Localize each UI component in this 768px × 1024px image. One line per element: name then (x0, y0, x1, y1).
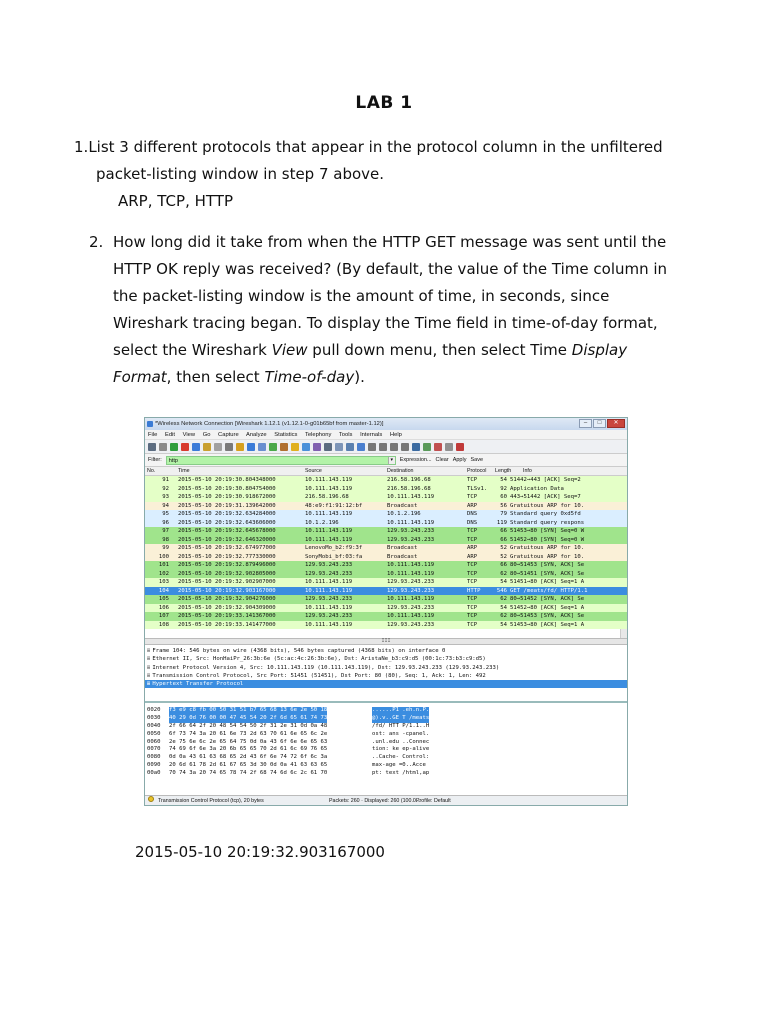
page-title: LAB 1 (355, 93, 413, 113)
bytes-ascii[interactable]: .unl.edu ..Connec (372, 738, 430, 745)
packet-info-cell: 51453→80 [SYN] Seq=0 W (510, 528, 585, 534)
column-header-length[interactable]: Length (495, 468, 512, 474)
toolbar-button-icon[interactable] (258, 443, 266, 451)
packet-source-cell: 129.93.243.233 (305, 596, 353, 602)
packet-protocol-cell: DNS (467, 519, 478, 526)
status-protocol: Transmission Control Protocol (tcp), 20 bytes (158, 798, 264, 804)
packet-source-cell: 10.1.2.196 (305, 519, 339, 526)
packet-time-cell: 2015-05-10 20:19:32.777330000 (178, 553, 276, 560)
packet-protocol-cell: TCP (467, 536, 478, 543)
packet-length-cell: 54 (500, 477, 507, 483)
column-header-protocol[interactable]: Protocol (467, 468, 487, 474)
packet-no-cell: 108 (158, 621, 169, 628)
filter-label: Filter: (148, 457, 162, 463)
bytes-ascii[interactable]: /fd/ HTT P/1.1..H (372, 722, 430, 729)
packet-info-cell: 51453→80 [ACK] Seq=1 A (510, 621, 585, 628)
packet-protocol-cell: TCP (467, 528, 478, 534)
packet-no-cell: 93 (162, 494, 169, 500)
save-button[interactable]: Save (470, 457, 484, 463)
packet-row[interactable] (145, 544, 627, 553)
expression-button[interactable]: Expression... (399, 457, 432, 463)
packet-destination-cell: 10.111.143.119 (387, 570, 435, 577)
packet-destination-cell: 129.93.243.233 (387, 536, 435, 543)
text-run: select the Wireshark (113, 341, 272, 359)
packet-length-cell: 66 (500, 528, 507, 534)
detail-tree-item[interactable] (145, 647, 627, 655)
packet-row[interactable] (145, 485, 627, 494)
packet-time-cell: 2015-05-10 20:19:32.646320000 (178, 536, 276, 543)
packet-info-cell: 51452→80 [SYN] Seq=0 W (510, 536, 585, 543)
packet-info-cell: 443→51442 [ACK] Seq=7 (510, 494, 581, 500)
bytes-hex[interactable]: 20 6d 61 78 2d 61 67 65 3d 30 0d 0a 41 63 63 65 (169, 762, 328, 769)
question-2-line (113, 337, 693, 364)
toolbar-button-icon[interactable] (291, 443, 299, 451)
bytes-offset[interactable]: 0070 (147, 746, 161, 753)
bytes-offset[interactable]: 0060 (147, 738, 161, 745)
bytes-hex[interactable]: 40 29 0d 76 00 00 47 45 54 20 2f 6d 65 61 74 73 (169, 714, 328, 721)
expand-icon[interactable]: ⊞ (147, 648, 151, 654)
question-2-line: Wireshark tracing began. To display the Time field in time-of-day format, (113, 314, 658, 332)
packet-no-cell: 105 (158, 596, 169, 602)
packet-destination-cell: Broadcast (387, 553, 418, 560)
packet-row[interactable] (145, 493, 627, 502)
packet-length-cell: 119 (496, 519, 507, 526)
packet-time-cell: 2015-05-10 20:19:32.902907000 (178, 579, 276, 585)
packet-no-cell: 104 (158, 587, 169, 594)
menu-bar (145, 430, 627, 440)
packet-source-cell: LenovoMo_b2:f9:3f (305, 545, 363, 551)
bytes-row (145, 739, 627, 747)
toolbar-button-icon[interactable] (280, 443, 288, 451)
text-run: pull down menu, then select Time (307, 341, 572, 359)
packet-time-cell: 2015-05-10 20:19:32.674977000 (178, 545, 276, 551)
packet-time-cell: 2015-05-10 20:19:32.902805000 (178, 570, 276, 577)
packet-source-cell: 10.111.143.119 (305, 477, 353, 483)
text-run-italic: Time-of-day (264, 368, 355, 386)
packet-destination-cell: 129.93.243.233 (387, 579, 435, 585)
packet-protocol-cell: TCP (467, 604, 478, 611)
toolbar-button-icon[interactable] (412, 443, 420, 451)
packet-row[interactable] (145, 595, 627, 604)
packet-protocol-cell: TCP (467, 596, 478, 602)
question-2-text (113, 229, 693, 391)
packet-no-cell: 95 (162, 511, 169, 517)
packet-destination-cell: Broadcast (387, 502, 418, 509)
toolbar-button-icon[interactable] (335, 443, 343, 451)
column-header-no[interactable]: No. (147, 468, 156, 474)
packet-protocol-cell: TCP (467, 494, 478, 500)
packet-source-cell: 216.58.196.68 (305, 494, 349, 500)
minimize-button[interactable]: – (579, 419, 592, 428)
packet-info-cell: GET /meats/fd/ HTTP/1.1 (510, 587, 588, 594)
status-packets: Packets: 260 · Displayed: 260 (100.0... (329, 798, 421, 804)
packet-source-cell: 10.111.143.119 (305, 528, 353, 534)
bytes-ascii[interactable]: max-age =0..Acce (372, 762, 426, 769)
bytes-row (145, 715, 627, 723)
toolbar-button-icon[interactable] (313, 443, 321, 451)
packet-no-cell: 97 (162, 528, 169, 534)
bytes-ascii[interactable]: ..Cache- Control: (372, 754, 430, 761)
display-filter-bar (145, 454, 627, 467)
packet-row[interactable] (145, 536, 627, 545)
menu-go[interactable]: Go (202, 432, 211, 438)
close-button[interactable]: ✕ (607, 419, 625, 428)
horizontal-scrollbar[interactable]: III (145, 638, 627, 645)
packet-source-cell: 129.93.243.233 (305, 562, 353, 568)
packet-row[interactable] (145, 476, 627, 485)
text-run-italic: Display (571, 341, 628, 359)
packet-length-cell: 60 (500, 494, 507, 500)
packet-no-cell: 94 (162, 502, 169, 509)
detail-tree-item[interactable] (145, 664, 627, 672)
toolbar-button-icon[interactable] (302, 443, 310, 451)
packet-protocol-cell: ARP (467, 502, 478, 509)
packet-destination-cell: 129.93.243.233 (387, 587, 435, 594)
menu-edit[interactable]: Edit (164, 432, 175, 438)
packet-row[interactable] (145, 578, 627, 587)
bytes-row (145, 707, 627, 715)
menu-view[interactable]: View (182, 432, 196, 438)
bytes-row (145, 770, 627, 778)
expand-icon[interactable]: ⊞ (147, 672, 151, 679)
packet-destination-cell: 10.111.143.119 (387, 519, 435, 526)
packet-row[interactable] (145, 570, 627, 579)
status-bar (145, 795, 627, 805)
detail-tree-label: Transmission Control Protocol, Src Port: 51451 (51451), Dst Port: 80 (80), Seq: 1, Ack: 1, Len: 492 (152, 672, 486, 679)
toolbar-button-icon[interactable] (214, 443, 222, 451)
text-run: ). (354, 368, 365, 386)
packet-destination-cell: 10.1.2.196 (387, 511, 421, 517)
packet-destination-cell: 10.111.143.119 (387, 596, 435, 602)
packet-source-cell: 129.93.243.233 (305, 613, 353, 619)
packet-no-cell: 100 (158, 553, 169, 560)
packet-time-cell: 2015-05-10 20:19:32.903167000 (178, 587, 276, 594)
packet-time-cell: 2015-05-10 20:19:32.643606000 (178, 519, 276, 526)
packet-no-cell: 98 (162, 536, 169, 543)
bytes-ascii[interactable]: @).v..GE T /meats (372, 714, 430, 721)
packet-info-cell: 80→51453 [SYN, ACK] Se (510, 562, 585, 568)
packet-info-cell: 80→51452 [SYN, ACK] Se (510, 596, 585, 602)
packet-destination-cell: 10.111.143.119 (387, 562, 435, 568)
packet-destination-cell: 129.93.243.233 (387, 604, 435, 611)
packet-protocol-cell: ARP (467, 553, 478, 560)
packet-destination-cell: 129.93.243.233 (387, 621, 435, 628)
packet-protocol-cell: HTTP (467, 587, 481, 594)
question-2-number: 2. (89, 233, 104, 251)
packet-protocol-cell: TCP (467, 579, 478, 585)
packet-source-cell: 10.111.143.119 (305, 587, 353, 594)
packet-length-cell: 56 (500, 502, 507, 509)
bytes-ascii[interactable]: pt: text /html,ap (372, 770, 430, 777)
packet-time-cell: 2015-05-10 20:19:32.634284000 (178, 511, 276, 517)
menu-help[interactable]: Help (389, 432, 402, 438)
expand-icon[interactable]: ⊞ (147, 664, 151, 671)
answer-1: ARP, TCP, HTTP (118, 192, 233, 210)
packet-length-cell: 92 (500, 485, 507, 492)
packet-destination-cell: 129.93.243.233 (387, 528, 435, 534)
packet-time-cell: 2015-05-10 20:19:33.141367000 (178, 613, 276, 619)
bytes-offset[interactable]: 00a0 (147, 770, 161, 777)
packet-source-cell: 10.111.143.119 (305, 621, 353, 628)
bytes-offset[interactable]: 0050 (147, 730, 161, 737)
toolbar-button-icon[interactable] (346, 443, 354, 451)
packet-source-cell: 10.111.143.119 (305, 536, 353, 543)
toolbar-button-icon[interactable] (236, 443, 244, 451)
packet-destination-cell: 216.58.196.68 (387, 477, 431, 483)
question-2-line: How long did it take from when the HTTP GET message was sent until the (113, 233, 667, 251)
column-header-time[interactable]: Time (178, 468, 190, 474)
packet-info-cell: Standard query respons (510, 519, 585, 526)
packet-bytes-pane (145, 703, 627, 777)
toolbar-button-icon[interactable] (170, 443, 178, 451)
menu-file[interactable]: File (148, 432, 158, 438)
packet-protocol-cell: TCP (467, 477, 478, 483)
packet-length-cell: 66 (500, 562, 507, 568)
detail-tree-label: Frame 104: 546 bytes on wire (4368 bits), 546 bytes captured (4368 bits) on interface 0 (152, 648, 446, 654)
bytes-offset[interactable]: 0020 (147, 707, 161, 713)
toolbar-button-icon[interactable] (159, 443, 167, 451)
packet-row[interactable] (145, 604, 627, 613)
toolbar-button-icon[interactable] (401, 443, 409, 451)
text-run-italic: Format (113, 368, 167, 386)
packet-info-cell: 51451→80 [ACK] Seq=1 A (510, 579, 585, 585)
bytes-hex[interactable]: f3 e9 c8 fb 00 50 31 51 b7 65 68 13 6e 2e 50 18 (169, 707, 328, 713)
bytes-offset[interactable]: 0030 (147, 714, 161, 721)
packet-no-cell: 92 (162, 485, 169, 492)
packet-destination-cell: 10.111.143.119 (387, 494, 435, 500)
toolbar-button-icon[interactable] (390, 443, 398, 451)
clear-button[interactable]: Clear (435, 457, 449, 463)
bytes-ascii[interactable]: tion: ke ep-alive (372, 746, 430, 753)
apply-button[interactable]: Apply (452, 457, 467, 463)
toolbar-button-icon[interactable] (456, 443, 464, 451)
menu-tools[interactable]: Tools (338, 432, 353, 438)
packet-time-cell: 2015-05-10 20:19:30.804754000 (178, 485, 276, 492)
packet-length-cell: 66 (500, 536, 507, 543)
toolbar-button-icon[interactable] (203, 443, 211, 451)
packet-destination-cell: 10.111.143.119 (387, 613, 435, 619)
bytes-hex[interactable]: 2e 75 6e 6c 2e 65 64 75 0d 0a 43 6f 6e 6e 65 63 (169, 738, 328, 745)
packet-length-cell: 546 (496, 587, 507, 594)
filter-value: http (168, 457, 178, 464)
packet-list (145, 476, 627, 638)
menu-telephony[interactable]: Telephony (304, 432, 332, 438)
packet-length-cell: 54 (500, 621, 507, 628)
packet-details-pane (145, 645, 627, 703)
main-toolbar (145, 440, 627, 454)
packet-info-cell: Application Data (510, 485, 564, 492)
detail-tree-item[interactable] (145, 672, 627, 680)
packet-info-cell: 51452→80 [ACK] Seq=1 A (510, 604, 585, 611)
question-1-text: List 3 different protocols that appear in the protocol column in the unfiltered (88, 138, 663, 156)
packet-no-cell: 106 (158, 604, 169, 611)
packet-protocol-cell: ARP (467, 545, 478, 551)
packet-time-cell: 2015-05-10 20:19:32.904276000 (178, 596, 276, 602)
text-run: , then select (166, 368, 265, 386)
menu-capture[interactable]: Capture (218, 432, 239, 438)
toolbar-button-icon[interactable] (269, 443, 277, 451)
question-2-line: HTTP OK reply was received? (By default, the value of the Time column in (113, 260, 668, 278)
packet-length-cell: 54 (500, 579, 507, 585)
bytes-hex[interactable]: 2f 66 64 2f 20 48 54 54 50 2f 31 2e 31 0d 0a 48 (169, 722, 328, 729)
question-1-number: 1. (74, 138, 89, 156)
packet-protocol-cell: DNS (467, 511, 478, 517)
packet-row[interactable] (145, 510, 627, 519)
packet-time-cell: 2015-05-10 20:19:33.141477000 (178, 621, 276, 628)
bytes-ascii[interactable]: ......P1 .eh.n.P. (372, 707, 430, 713)
packet-source-cell: SonyMobi_bf:03:fa (305, 553, 363, 560)
bytes-offset[interactable]: 0040 (147, 722, 161, 729)
toolbar-button-icon[interactable] (247, 443, 255, 451)
packet-destination-cell: Broadcast (387, 545, 418, 551)
column-header-source[interactable]: Source (305, 468, 322, 474)
detail-tree-label: Internet Protocol Version 4, Src: 10.111.143.119 (10.111.143.119), Dst: 129.93.243.233 (129.93.243.233) (152, 664, 500, 671)
toolbar-button-icon[interactable] (434, 443, 442, 451)
packet-info-cell: Gratuitous ARP for 10. (510, 545, 585, 551)
bytes-hex[interactable]: 74 69 6f 6e 3a 20 6b 65 65 70 2d 61 6c 69 76 65 (169, 746, 328, 753)
text-run-italic: View (271, 341, 308, 359)
packet-length-cell: 62 (500, 613, 507, 619)
packet-row[interactable] (145, 612, 627, 621)
packet-no-cell: 102 (158, 570, 169, 577)
packet-row[interactable] (145, 527, 627, 536)
bytes-row (145, 762, 627, 770)
packet-source-cell: 10.111.143.119 (305, 579, 353, 585)
packet-time-cell: 2015-05-10 20:19:32.645678000 (178, 528, 276, 534)
packet-source-cell: 129.93.243.233 (305, 570, 353, 577)
detail-tree-item[interactable] (145, 680, 627, 688)
packet-time-cell: 2015-05-10 20:19:32.904309000 (178, 604, 276, 611)
bytes-offset[interactable]: 0090 (147, 762, 161, 769)
packet-length-cell: 79 (500, 511, 507, 517)
packet-source-cell: 10.111.143.119 (305, 485, 353, 492)
packet-row[interactable] (145, 587, 627, 596)
bytes-row (145, 731, 627, 739)
question-2-line: the packet-listing window is the amount of time, in seconds, since (113, 287, 610, 305)
detail-tree-item[interactable] (145, 655, 627, 663)
packet-time-cell: 2015-05-10 20:19:32.879496000 (178, 562, 276, 568)
packet-length-cell: 54 (500, 604, 507, 611)
detail-tree-label: Ethernet II, Src: HonHaiPr_26:3b:6e (5c:ac:4c:26:3b:6e), Dst: AristaNe_b3:c9:d5 (00:1c:73:b3:c9:d5) (152, 656, 486, 663)
question-2-line (113, 364, 693, 391)
packet-row[interactable] (145, 561, 627, 570)
packet-info-cell: 80→51453 [SYN, ACK] Se (510, 613, 585, 619)
bytes-row (145, 723, 627, 731)
packet-time-cell: 2015-05-10 20:19:30.918672000 (178, 494, 276, 500)
packet-protocol-cell: TCP (467, 621, 478, 628)
packet-no-cell: 103 (158, 579, 169, 585)
column-header-destination[interactable]: Destination (387, 468, 414, 474)
menu-analyze[interactable]: Analyze (245, 432, 267, 438)
wireshark-app-icon (147, 421, 153, 427)
window-title: *Wireless Network Connection [Wireshark 1.12.1 (v1.12.1-0-g01b65bf from master-1.12)] (155, 421, 384, 427)
packet-list-header (145, 467, 627, 476)
packet-source-cell: 48:e9:f1:91:12:bf (305, 502, 363, 509)
packet-info-cell: Gratuitous ARP for 10. (510, 553, 585, 560)
window-titlebar (145, 418, 627, 430)
bytes-offset[interactable]: 0080 (147, 754, 161, 761)
expand-icon[interactable]: ⊞ (147, 681, 151, 688)
menu-internals[interactable]: Internals (360, 432, 383, 438)
packet-no-cell: 91 (162, 477, 169, 483)
toolbar-button-icon[interactable] (148, 443, 156, 451)
bytes-ascii[interactable]: ost: ans -cpanel. (372, 730, 430, 737)
toolbar-button-icon[interactable] (368, 443, 376, 451)
packet-no-cell: 96 (162, 519, 169, 526)
question-1-line-2: packet-listing window in step 7 above. (96, 165, 385, 183)
bytes-row (145, 754, 627, 762)
expand-icon[interactable]: ⊞ (147, 656, 151, 663)
toolbar-button-icon[interactable] (357, 443, 365, 451)
bytes-hex[interactable]: 70 74 3a 20 74 65 78 74 2f 68 74 6d 6c 2c 61 70 (169, 770, 328, 777)
status-profile[interactable]: Profile: Default (416, 798, 451, 804)
toolbar-button-icon[interactable] (181, 443, 189, 451)
packet-no-cell: 101 (158, 562, 169, 568)
question-1-line-1 (74, 134, 663, 161)
maximize-button[interactable]: □ (593, 419, 606, 428)
wireshark-screenshot (144, 417, 628, 806)
toolbar-button-icon[interactable] (379, 443, 387, 451)
packet-time-cell: 2015-05-10 20:19:30.804348000 (178, 477, 276, 483)
packet-row[interactable] (145, 502, 627, 511)
packet-info-cell: 80→51451 [SYN, ACK] Se (510, 570, 585, 577)
expert-info-icon[interactable] (148, 796, 154, 802)
packet-length-cell: 52 (500, 553, 507, 560)
packet-info-cell: Standard query 0xd5fd (510, 511, 581, 517)
packet-destination-cell: 216.58.196.68 (387, 485, 431, 492)
packet-no-cell: 99 (162, 545, 169, 551)
packet-source-cell: 10.111.143.119 (305, 511, 353, 517)
detail-tree-label: Hypertext Transfer Protocol (152, 681, 244, 688)
packet-row[interactable] (145, 519, 627, 528)
packet-source-cell: 10.111.143.119 (305, 604, 353, 611)
packet-length-cell: 52 (500, 545, 507, 551)
packet-protocol-cell: TCP (467, 613, 478, 619)
column-header-info[interactable]: Info (523, 468, 532, 474)
toolbar-button-icon[interactable] (192, 443, 200, 451)
packet-protocol-cell: TCP (467, 562, 478, 568)
bytes-hex[interactable]: 6f 73 74 3a 20 61 6e 73 2d 63 70 61 6e 65 6c 2e (169, 730, 328, 737)
packet-length-cell: 62 (500, 570, 507, 577)
packet-protocol-cell: TCP (467, 570, 478, 577)
packet-time-cell: 2015-05-10 20:19:31.139642000 (178, 502, 276, 509)
filter-input[interactable] (166, 456, 396, 465)
packet-info-cell: Gratuitous ARP for 10. (510, 502, 585, 509)
toolbar-button-icon[interactable] (423, 443, 431, 451)
toolbar-button-icon[interactable] (445, 443, 453, 451)
packet-length-cell: 62 (500, 596, 507, 602)
window-controls (579, 419, 625, 428)
bytes-row (145, 746, 627, 754)
packet-no-cell: 107 (158, 613, 169, 619)
answer-2: 2015-05-10 20:19:32.903167000 (135, 843, 385, 861)
toolbar-button-icon[interactable] (225, 443, 233, 451)
packet-info-cell: 51442→443 [ACK] Seq=2 (510, 477, 581, 483)
toolbar-button-icon[interactable] (324, 443, 332, 451)
packet-protocol-cell: TLSv1. (467, 485, 488, 492)
menu-statistics[interactable]: Statistics (274, 432, 298, 438)
packet-row[interactable] (145, 621, 627, 630)
chevron-down-icon[interactable]: ▾ (388, 457, 395, 464)
bytes-hex[interactable]: 0d 0a 43 61 63 68 65 2d 43 6f 6e 74 72 6f 6c 3a (169, 754, 328, 761)
packet-row[interactable] (145, 553, 627, 562)
